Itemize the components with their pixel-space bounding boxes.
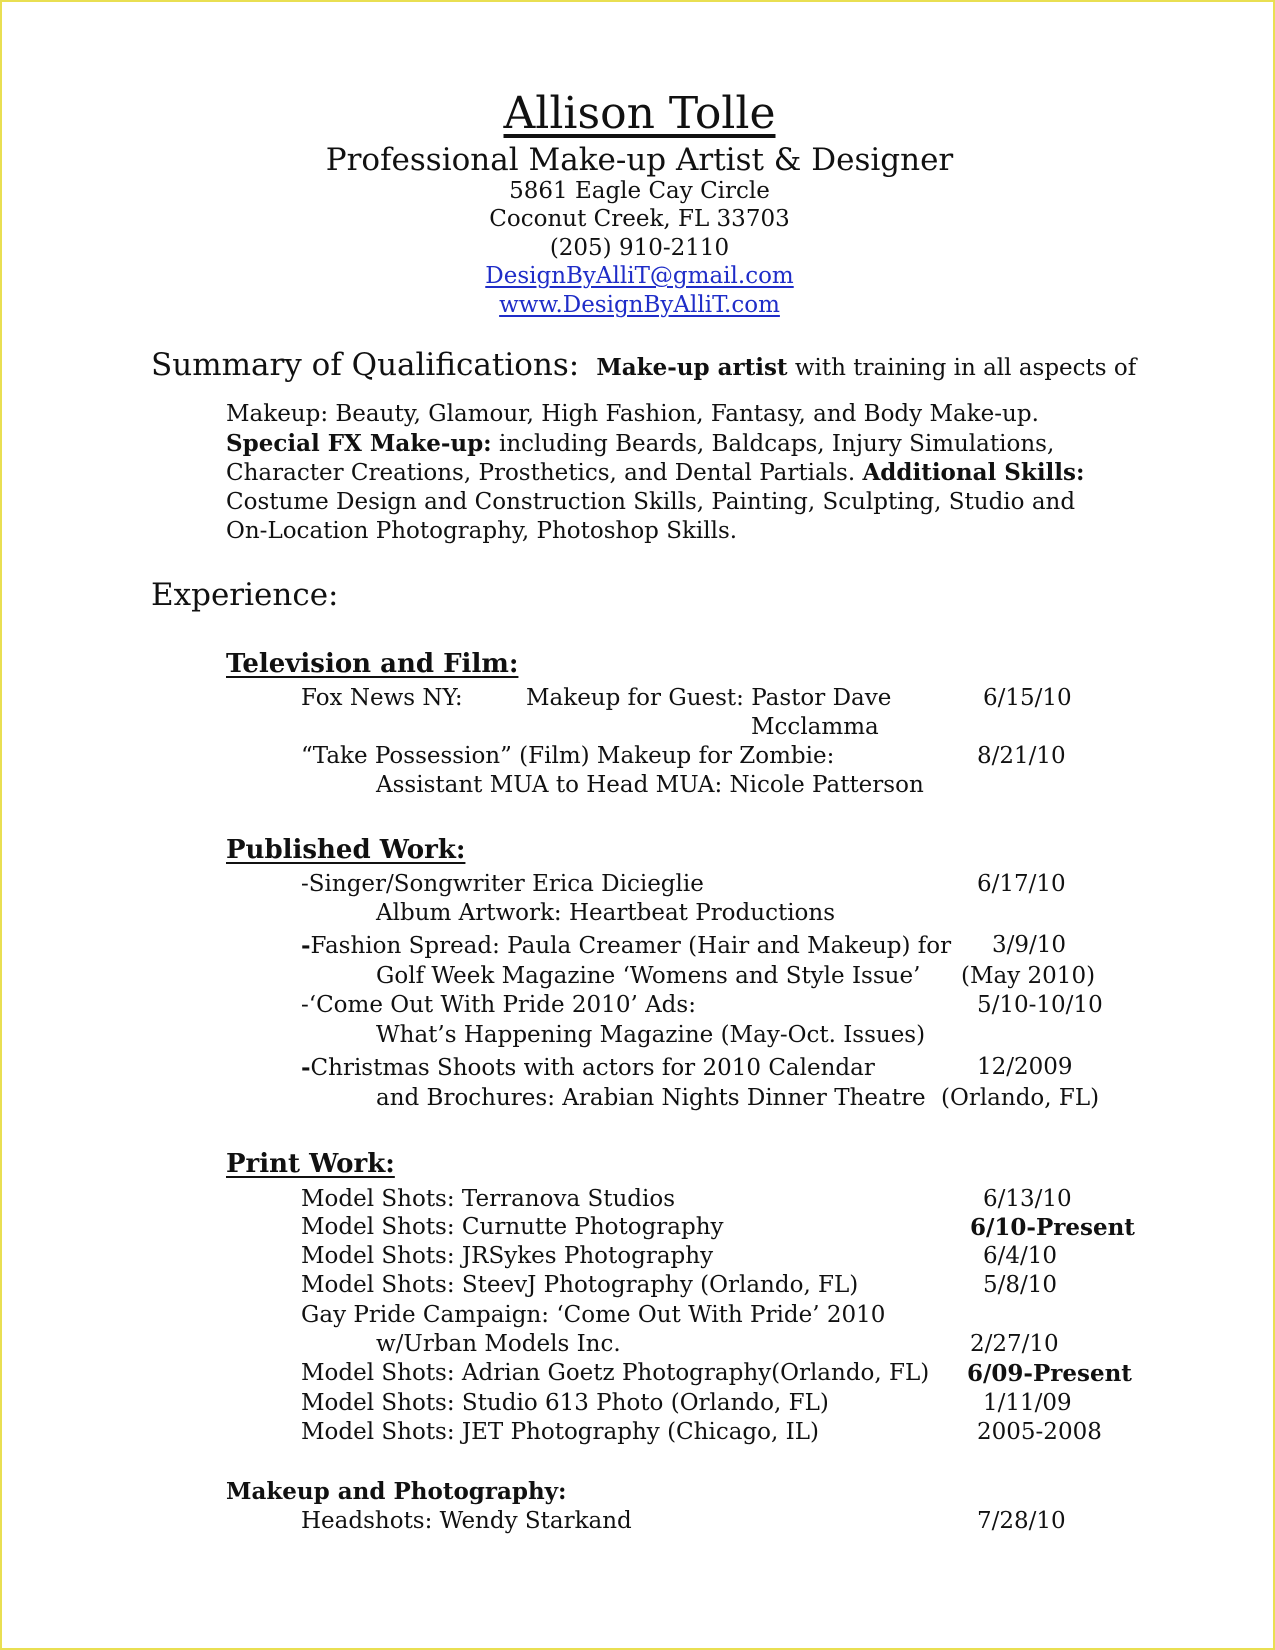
print-2-title: Model Shots: Curnutte Photography (301, 1214, 724, 1240)
published-2-date-2: (May 2010) (961, 963, 1096, 989)
job-title: Professional Make-up Artist & Designer (325, 142, 954, 178)
person-name: Allison Tolle (503, 88, 776, 139)
published-2-detail: Golf Week Magazine ‘Womens and Style Issue’ (376, 963, 921, 989)
published-4-detail: and Brochures: Arabian Nights Dinner Theatre (376, 1085, 926, 1111)
print-7-title: Model Shots: Studio 613 Photo (Orlando, FL) (301, 1390, 829, 1416)
tv-entry-1-role: Makeup for Guest: Pastor Dave (526, 685, 892, 711)
print-6-title: Model Shots: Adrian Goetz Photography(Orlando, FL) (301, 1360, 930, 1386)
summary-line4-start: Character Creations, Prosthetics, and Dental Partials. (226, 460, 863, 486)
published-2-title (301, 932, 951, 959)
website-link[interactable]: www.DesignByAlliT.com (499, 292, 780, 318)
published-3-detail: What’s Happening Magazine (May-Oct. Issues) (376, 1022, 926, 1048)
print-1-date: 6/13/10 (983, 1186, 1072, 1212)
published-heading: Published Work: (226, 835, 466, 865)
summary-role-bold: Make-up artist (596, 354, 788, 381)
published-4-date-2: (Orlando, FL) (941, 1085, 1100, 1111)
summary-line-4 (226, 459, 1084, 486)
print-5-detail: w/Urban Models Inc. (376, 1331, 621, 1357)
print-6-date: 6/09-Present (967, 1360, 1132, 1387)
summary-line-5: Costume Design and Construction Skills, Painting, Sculpting, Studio and (226, 489, 1076, 515)
makeup-photo-1-title: Headshots: Wendy Starkand (301, 1508, 632, 1534)
summary-heading: Summary of Qualifications: (151, 347, 580, 383)
print-8-date: 2005-2008 (977, 1419, 1102, 1445)
tv-entry-1-role-cont: Mcclamma (751, 714, 879, 740)
summary-line3-rest: including Beards, Baldcaps, Injury Simulations, (491, 431, 1055, 457)
published-4-text: Christmas Shoots with actors for 2010 Calendar (310, 1055, 875, 1081)
tv-entry-1-outlet: Fox News NY: (301, 685, 463, 711)
published-4-date: 12/2009 (977, 1054, 1073, 1080)
print-7-date: 1/11/09 (983, 1390, 1072, 1416)
special-fx-label: Special FX Make-up: (226, 430, 492, 457)
summary-line-6: On-Location Photography, Photoshop Skills. (226, 518, 738, 544)
print-2-date: 6/10-Present (970, 1214, 1135, 1241)
published-4-dash: - (301, 1054, 311, 1081)
phone-number: (205) 910-2110 (549, 235, 730, 261)
email-link[interactable]: DesignByAlliT@gmail.com (485, 263, 794, 289)
summary-first-line (151, 347, 1136, 383)
print-8-title: Model Shots: JET Photography (Chicago, IL) (301, 1419, 819, 1445)
website-line (2, 292, 1275, 318)
published-2-date: 3/9/10 (992, 932, 1067, 958)
tv-entry-1-date: 6/15/10 (983, 685, 1072, 711)
experience-heading: Experience: (151, 577, 339, 613)
published-4-title (301, 1054, 875, 1081)
email-line (2, 263, 1275, 289)
published-1-title: -Singer/Songwriter Erica Dicieglie (301, 871, 704, 897)
print-4-title: Model Shots: SteevJ Photography (Orlando, FL) (301, 1272, 859, 1298)
tv-film-heading: Television and Film: (226, 649, 519, 679)
address-line-1: 5861 Eagle Cay Circle (509, 178, 770, 204)
tv-entry-2-detail: Assistant MUA to Head MUA: Nicole Patterson (376, 772, 924, 798)
print-3-date: 6/4/10 (983, 1243, 1058, 1269)
tv-entry-2-date: 8/21/10 (977, 743, 1066, 769)
print-4-date: 5/8/10 (983, 1272, 1058, 1298)
published-2-dash: - (301, 932, 311, 959)
published-3-title: -‘Come Out With Pride 2010’ Ads: (301, 992, 696, 1018)
print-1-title: Model Shots: Terranova Studios (301, 1186, 676, 1212)
makeup-photography-heading: Makeup and Photography: (226, 1478, 567, 1505)
summary-line-2: Makeup: Beauty, Glamour, High Fashion, Fantasy, and Body Make-up. (226, 401, 1039, 427)
print-work-heading: Print Work: (226, 1149, 395, 1179)
published-2-text: Fashion Spread: Paula Creamer (Hair and Makeup) for (310, 933, 952, 959)
makeup-photo-1-date: 7/28/10 (977, 1508, 1066, 1534)
summary-line-3 (226, 430, 1054, 457)
print-5-date: 2/27/10 (970, 1331, 1059, 1357)
tv-entry-2-title: “Take Possession” (Film) Makeup for Zombie: (301, 743, 835, 769)
published-3-date: 5/10-10/10 (977, 992, 1103, 1018)
published-1-detail: Album Artwork: Heartbeat Productions (376, 900, 836, 926)
print-5-title: Gay Pride Campaign: ‘Come Out With Pride’ 2010 (301, 1302, 886, 1328)
address-line-2: Coconut Creek, FL 33703 (489, 206, 790, 232)
print-3-title: Model Shots: JRSykes Photography (301, 1243, 714, 1269)
published-1-date: 6/17/10 (977, 871, 1066, 897)
summary-line1-rest: with training in all aspects of (787, 355, 1137, 381)
additional-skills-label: Additional Skills: (862, 459, 1085, 486)
